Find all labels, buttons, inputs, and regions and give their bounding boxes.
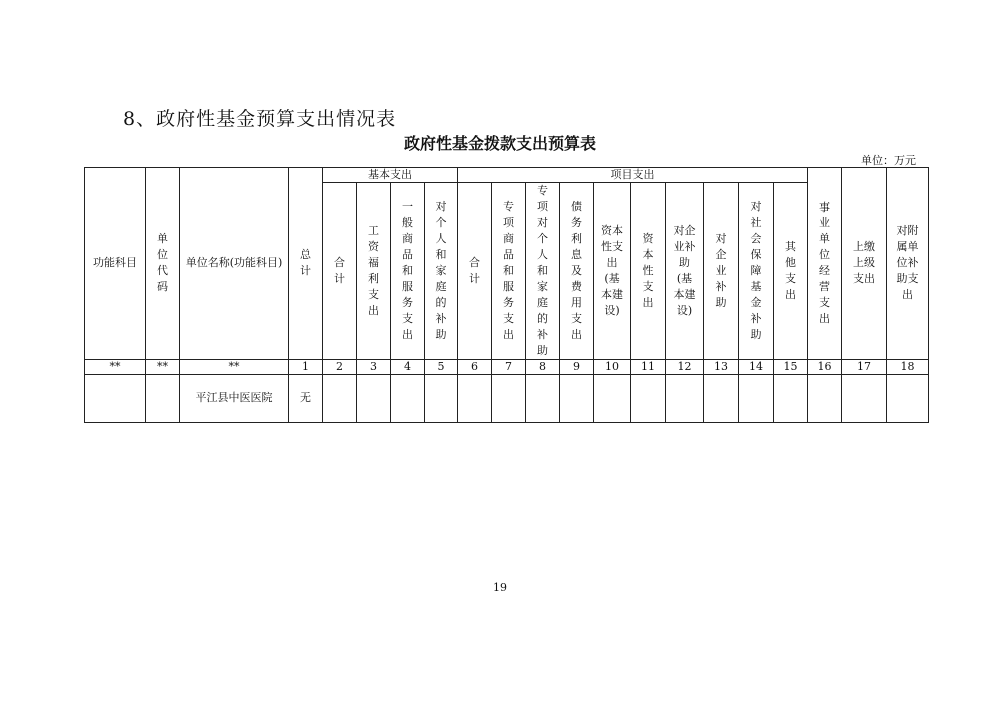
index-cell: 10 bbox=[594, 359, 631, 374]
header-enterprise-subsidy-construction: 对企业补助(基本建设) bbox=[666, 183, 704, 359]
cell-empty bbox=[526, 374, 560, 422]
header-goods-services: 一般商品和服务支出 bbox=[391, 183, 425, 359]
header-basic-total: 合计 bbox=[323, 183, 357, 359]
header-capital-construction: 资本性支出(基本建设) bbox=[594, 183, 631, 359]
index-cell: 2 bbox=[323, 359, 357, 374]
cell-empty bbox=[560, 374, 594, 422]
index-cell: 15 bbox=[774, 359, 808, 374]
header-project-group: 项目支出 bbox=[458, 168, 808, 183]
cell-unit-code bbox=[146, 374, 180, 422]
cell-empty bbox=[594, 374, 631, 422]
cell-empty bbox=[391, 374, 425, 422]
cell-empty bbox=[774, 374, 808, 422]
index-cell: ** bbox=[146, 359, 180, 374]
header-func-subject: 功能科目 bbox=[85, 168, 146, 360]
cell-empty bbox=[492, 374, 526, 422]
cell-unit-name: 平江县中医医院 bbox=[180, 374, 289, 422]
header-subordinate-subsidy: 对附属单位补助支出 bbox=[887, 168, 929, 360]
index-cell: 11 bbox=[631, 359, 666, 374]
index-cell: 3 bbox=[357, 359, 391, 374]
header-social-security: 对社会保障基金补助 bbox=[739, 183, 774, 359]
index-cell: 18 bbox=[887, 359, 929, 374]
header-other: 其他支出 bbox=[774, 183, 808, 359]
table-row bbox=[85, 374, 929, 422]
index-cell: 13 bbox=[704, 359, 739, 374]
cell-empty bbox=[458, 374, 492, 422]
cell-empty bbox=[323, 374, 357, 422]
header-enterprise-subsidy: 对企业补助 bbox=[704, 183, 739, 359]
unit-label: 单位：万元 bbox=[861, 154, 916, 167]
index-cell: 16 bbox=[808, 359, 842, 374]
index-cell: 8 bbox=[526, 359, 560, 374]
header-special-personal: 专项对个人和家庭的补助 bbox=[526, 183, 560, 359]
index-cell: 5 bbox=[425, 359, 458, 374]
header-basic-group: 基本支出 bbox=[323, 168, 458, 183]
cell-empty bbox=[425, 374, 458, 422]
cell-empty bbox=[739, 374, 774, 422]
cell-empty bbox=[666, 374, 704, 422]
section-title: 8、政府性基金预算支出情况表 bbox=[123, 108, 397, 130]
header-operating: 事业单位经营支出 bbox=[808, 168, 842, 360]
cell-total: 无 bbox=[289, 374, 323, 422]
cell-empty bbox=[887, 374, 929, 422]
header-total: 总计 bbox=[289, 168, 323, 360]
header-personal-subsidy: 对个人和家庭的补助 bbox=[425, 183, 458, 359]
index-cell: ** bbox=[180, 359, 289, 374]
budget-table bbox=[84, 167, 929, 423]
header-capital: 资本性支出 bbox=[631, 183, 666, 359]
index-cell: 7 bbox=[492, 359, 526, 374]
cell-empty bbox=[357, 374, 391, 422]
index-cell: 17 bbox=[842, 359, 887, 374]
header-special-goods: 专项商品和服务支出 bbox=[492, 183, 526, 359]
cell-empty bbox=[808, 374, 842, 422]
index-cell: 4 bbox=[391, 359, 425, 374]
header-project-total: 合计 bbox=[458, 183, 492, 359]
cell-empty bbox=[631, 374, 666, 422]
index-row bbox=[85, 359, 929, 374]
index-cell: 14 bbox=[739, 359, 774, 374]
page-number: 19 bbox=[493, 581, 507, 594]
index-cell: 1 bbox=[289, 359, 323, 374]
header-unit-name: 单位名称(功能科目) bbox=[180, 168, 289, 360]
index-cell: 6 bbox=[458, 359, 492, 374]
cell-func-subject bbox=[85, 374, 146, 422]
cell-empty bbox=[704, 374, 739, 422]
index-cell: 9 bbox=[560, 359, 594, 374]
index-cell: ** bbox=[85, 359, 146, 374]
cell-empty bbox=[842, 374, 887, 422]
header-upper-level: 上缴上级支出 bbox=[842, 168, 887, 360]
index-cell: 12 bbox=[666, 359, 704, 374]
header-unit-code: 单位代码 bbox=[146, 168, 180, 360]
header-wages: 工资福利支出 bbox=[357, 183, 391, 359]
header-debt-interest: 债务利息及费用支出 bbox=[560, 183, 594, 359]
table-title: 政府性基金拨款支出预算表 bbox=[403, 134, 596, 153]
